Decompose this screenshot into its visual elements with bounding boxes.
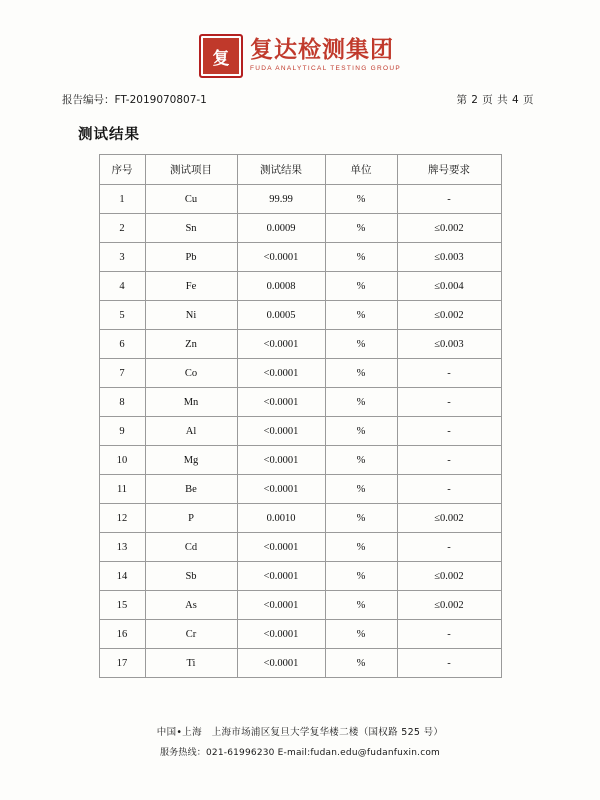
column-header-requirement: 牌号要求 [397,155,501,185]
table-row [99,562,501,591]
cell-item: Cd [145,533,237,562]
table-header-row [99,155,501,185]
cell-unit: % [325,533,397,562]
cell-item: Co [145,359,237,388]
cell-unit: % [325,214,397,243]
cell-result: 0.0005 [237,301,325,330]
table-row [99,214,501,243]
cell-requirement: - [397,446,501,475]
footer-contact: 服务热线：021-61996230 E-mail:fudan.edu@fudanfuxin.com [159,748,441,758]
cell-index: 15 [99,591,145,620]
cell-result: 0.0009 [237,214,325,243]
cell-unit: % [325,446,397,475]
table-row [99,243,501,272]
cell-result: <0.0001 [237,359,325,388]
table-row [99,533,501,562]
cell-result: <0.0001 [237,620,325,649]
cell-unit: % [325,620,397,649]
cell-item: Fe [145,272,237,301]
report-number: 报告编号：FT-2019070807-1 [62,94,207,106]
cell-requirement: ≤0.002 [397,301,501,330]
cell-result: <0.0001 [237,533,325,562]
company-name-en: FUDA ANALYTICAL TESTING GROUP [250,65,401,73]
page-footer [0,724,600,758]
report-meta [60,92,540,107]
cell-item: Mn [145,388,237,417]
cell-item: Zn [145,330,237,359]
table-row [99,272,501,301]
cell-unit: % [325,359,397,388]
column-header-result: 测试结果 [237,155,325,185]
cell-index: 13 [99,533,145,562]
cell-item: Sn [145,214,237,243]
cell-index: 3 [99,243,145,272]
cell-result: <0.0001 [237,562,325,591]
table-row [99,504,501,533]
cell-unit: % [325,417,397,446]
cell-unit: % [325,185,397,214]
cell-requirement: - [397,388,501,417]
cell-unit: % [325,330,397,359]
cell-result: 0.0010 [237,504,325,533]
table-row [99,359,501,388]
table-row [99,620,501,649]
cell-unit: % [325,243,397,272]
cell-result: <0.0001 [237,475,325,504]
footer-address: 中国•上海 上海市场浦区复旦大学复华楼二楼（国权路 525 号） [156,727,444,738]
cell-result: 99.99 [237,185,325,214]
cell-requirement: ≤0.003 [397,330,501,359]
cell-requirement: - [397,185,501,214]
cell-index: 12 [99,504,145,533]
cell-unit: % [325,562,397,591]
cell-unit: % [325,591,397,620]
cell-index: 16 [99,620,145,649]
cell-result: 0.0008 [237,272,325,301]
cell-index: 7 [99,359,145,388]
cell-index: 2 [99,214,145,243]
cell-index: 8 [99,388,145,417]
cell-item: Al [145,417,237,446]
cell-index: 1 [99,185,145,214]
cell-index: 9 [99,417,145,446]
logo-block [199,34,401,78]
cell-unit: % [325,301,397,330]
cell-unit: % [325,475,397,504]
cell-requirement: ≤0.002 [397,591,501,620]
cell-unit: % [325,504,397,533]
cell-unit: % [325,272,397,301]
table-row [99,185,501,214]
company-logo [60,34,540,78]
cell-item: Cu [145,185,237,214]
table-row [99,330,501,359]
cell-requirement: - [397,475,501,504]
table-row [99,388,501,417]
table-row [99,446,501,475]
cell-item: Pb [145,243,237,272]
page-number: 第 2 页 共 4 页 [456,94,534,106]
cell-requirement: - [397,533,501,562]
cell-unit: % [325,649,397,678]
column-header-item: 测试项目 [145,155,237,185]
page-title: 测试结果 [78,127,140,143]
cell-requirement: ≤0.002 [397,504,501,533]
cell-result: <0.0001 [237,417,325,446]
table-header [99,155,501,185]
cell-requirement: - [397,359,501,388]
cell-requirement: ≤0.002 [397,214,501,243]
logo-text [250,39,401,73]
cell-item: Mg [145,446,237,475]
cell-requirement: - [397,649,501,678]
cell-index: 6 [99,330,145,359]
cell-item: Be [145,475,237,504]
table-row [99,301,501,330]
table-row [99,649,501,678]
cell-item: Ni [145,301,237,330]
cell-item: P [145,504,237,533]
cell-item: Sb [145,562,237,591]
cell-requirement: ≤0.004 [397,272,501,301]
cell-result: <0.0001 [237,649,325,678]
cell-index: 4 [99,272,145,301]
table-body [99,185,501,678]
cell-index: 14 [99,562,145,591]
cell-result: <0.0001 [237,330,325,359]
cell-item: Cr [145,620,237,649]
cell-result: <0.0001 [237,243,325,272]
cell-requirement: - [397,417,501,446]
cell-index: 5 [99,301,145,330]
cell-unit: % [325,388,397,417]
seal-icon: 复 [199,34,243,78]
cell-requirement: - [397,620,501,649]
column-header-unit: 单位 [325,155,397,185]
cell-result: <0.0001 [237,446,325,475]
table-row [99,417,501,446]
cell-index: 11 [99,475,145,504]
cell-requirement: ≤0.003 [397,243,501,272]
cell-requirement: ≤0.002 [397,562,501,591]
column-header-index: 序号 [99,155,145,185]
cell-index: 17 [99,649,145,678]
cell-item: Ti [145,649,237,678]
cell-result: <0.0001 [237,591,325,620]
table-row [99,475,501,504]
company-name-cn: 复达检测集团 [250,37,394,64]
table-row [99,591,501,620]
cell-index: 10 [99,446,145,475]
test-results-table [99,154,502,678]
cell-result: <0.0001 [237,388,325,417]
cell-item: As [145,591,237,620]
